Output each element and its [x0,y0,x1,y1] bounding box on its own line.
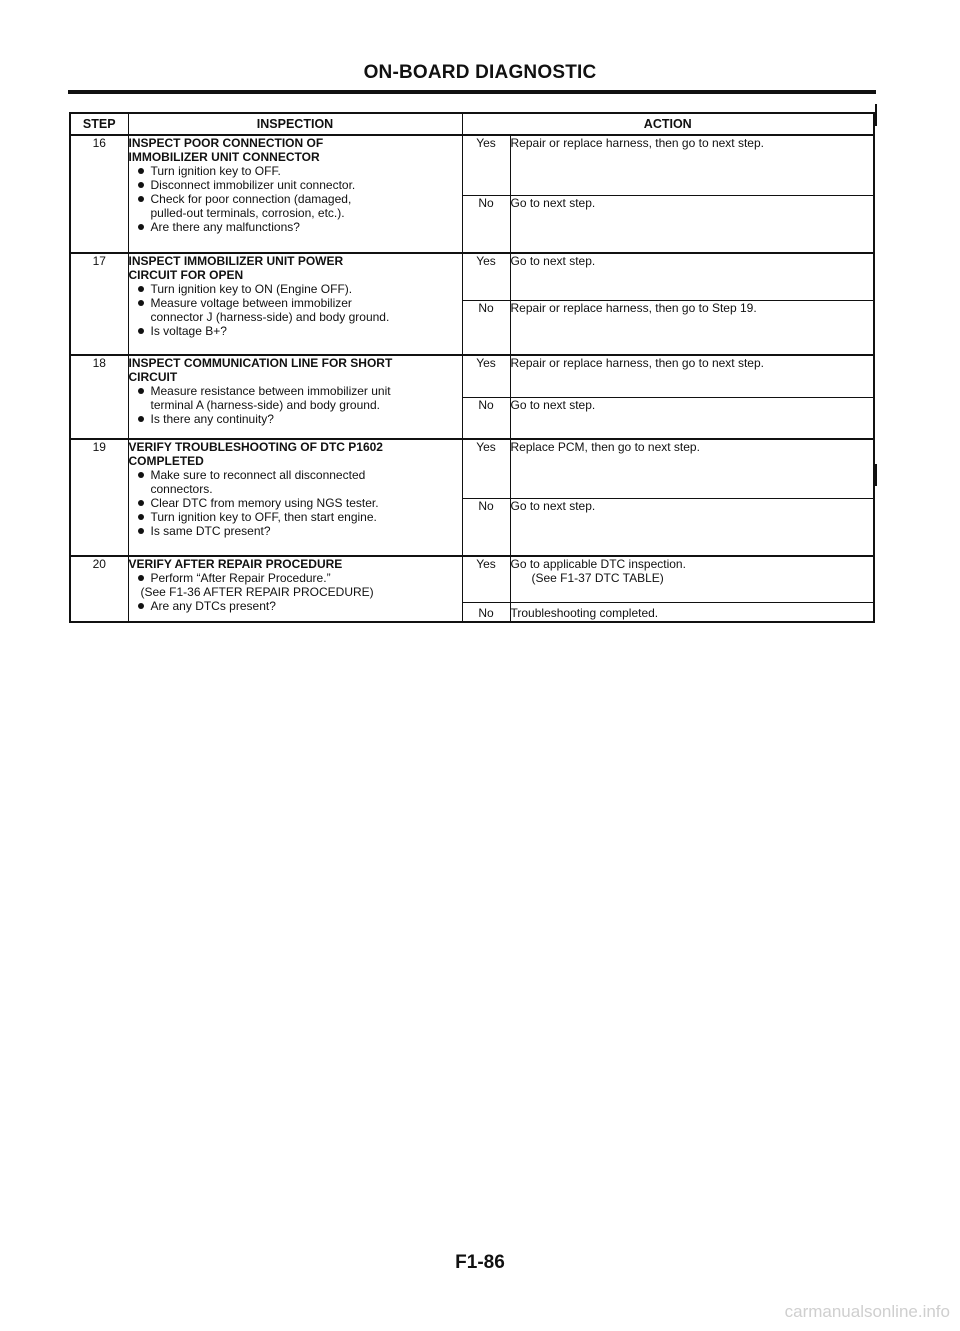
inspection-bullets [129,571,462,585]
yes-action: Repair or replace harness, then go to next step. [510,355,874,397]
table-row [70,439,874,498]
no-label: No [462,195,510,253]
watermark: carmanualsonline.info [784,1302,950,1321]
scan-edge-mark [875,464,877,486]
inspection-bullets [129,599,462,613]
table-row [70,556,874,602]
no-label: No [462,397,510,439]
table-header-row [70,113,874,135]
no-action: Repair or replace harness, then go to Step 19. [510,300,874,355]
reference-note: (See F1-36 AFTER REPAIR PROCEDURE) [140,585,374,599]
inspection-bullets [129,282,462,338]
inspection-title: VERIFY TROUBLESHOOTING OF DTC P1602 COMPLETED [128,440,383,468]
inspection-cell [128,253,462,355]
column-header-step: STEP [70,113,128,135]
list-item: Perform “After Repair Procedure.” [129,571,462,585]
list-item: Measure resistance between immobilizer unit terminal A (harness-side) and body ground. [129,384,462,412]
inspection-cell [128,135,462,253]
yes-label: Yes [462,556,510,602]
list-item: Check for poor connection (damaged, pulled-out terminals, corrosion, etc.). [129,192,462,220]
list-item: Make sure to reconnect all disconnected connectors. [129,468,462,496]
inspection-bullets [129,164,462,234]
yes-action: Go to applicable DTC inspection. (See F1-37 DTC TABLE) [510,556,874,602]
list-item: Is voltage B+? [129,324,462,338]
title-divider [68,90,876,94]
table-row [70,355,874,397]
yes-action: Repair or replace harness, then go to next step. [510,135,874,195]
list-item: Is there any continuity? [129,412,462,426]
no-label: No [462,498,510,556]
step-number: 20 [70,556,128,622]
no-label: No [462,300,510,355]
inspection-bullets [129,468,462,538]
list-item: Turn ignition key to ON (Engine OFF). [129,282,462,296]
column-header-action: ACTION [462,113,874,135]
list-item: Are any DTCs present? [129,599,462,613]
yes-action: Replace PCM, then go to next step. [510,439,874,498]
step-number: 19 [70,439,128,556]
step-number: 17 [70,253,128,355]
yes-label: Yes [462,355,510,397]
step-number: 16 [70,135,128,253]
yes-action-reference: (See F1-37 DTC TABLE) [531,571,664,585]
list-item: Turn ignition key to OFF, then start engine. [129,510,462,524]
yes-label: Yes [462,135,510,195]
yes-label: Yes [462,439,510,498]
no-action: Troubleshooting completed. [510,602,874,622]
scan-edge-mark [875,104,877,126]
no-label: No [462,602,510,622]
list-item: Disconnect immobilizer unit connector. [129,178,462,192]
inspection-title: VERIFY AFTER REPAIR PROCEDURE [128,557,343,571]
page-number: F1-86 [455,1252,505,1273]
list-item: Are there any malfunctions? [129,220,462,234]
list-item: Is same DTC present? [129,524,462,538]
table-row [70,253,874,300]
page-title: ON-BOARD DIAGNOSTIC [363,62,597,83]
table-row [70,135,874,195]
list-item: Clear DTC from memory using NGS tester. [129,496,462,510]
inspection-title: INSPECT POOR CONNECTION OF IMMOBILIZER UNIT CONNECTOR [128,136,324,164]
inspection-cell [128,439,462,556]
list-item: Measure voltage between immobilizer connector J (harness-side) and body ground. [129,296,462,324]
diagnostic-table [69,112,875,623]
no-action: Go to next step. [510,195,874,253]
inspection-cell [128,556,462,622]
no-action: Go to next step. [510,498,874,556]
inspection-title: INSPECT IMMOBILIZER UNIT POWER CIRCUIT FOR OPEN [128,254,344,282]
column-header-inspection: INSPECTION [128,113,462,135]
inspection-title: INSPECT COMMUNICATION LINE FOR SHORT CIRCUIT [128,356,393,384]
list-item: Turn ignition key to OFF. [129,164,462,178]
yes-label: Yes [462,253,510,300]
inspection-cell [128,355,462,439]
no-action: Go to next step. [510,397,874,439]
step-number: 18 [70,355,128,439]
inspection-bullets [129,384,462,426]
yes-action: Go to next step. [510,253,874,300]
